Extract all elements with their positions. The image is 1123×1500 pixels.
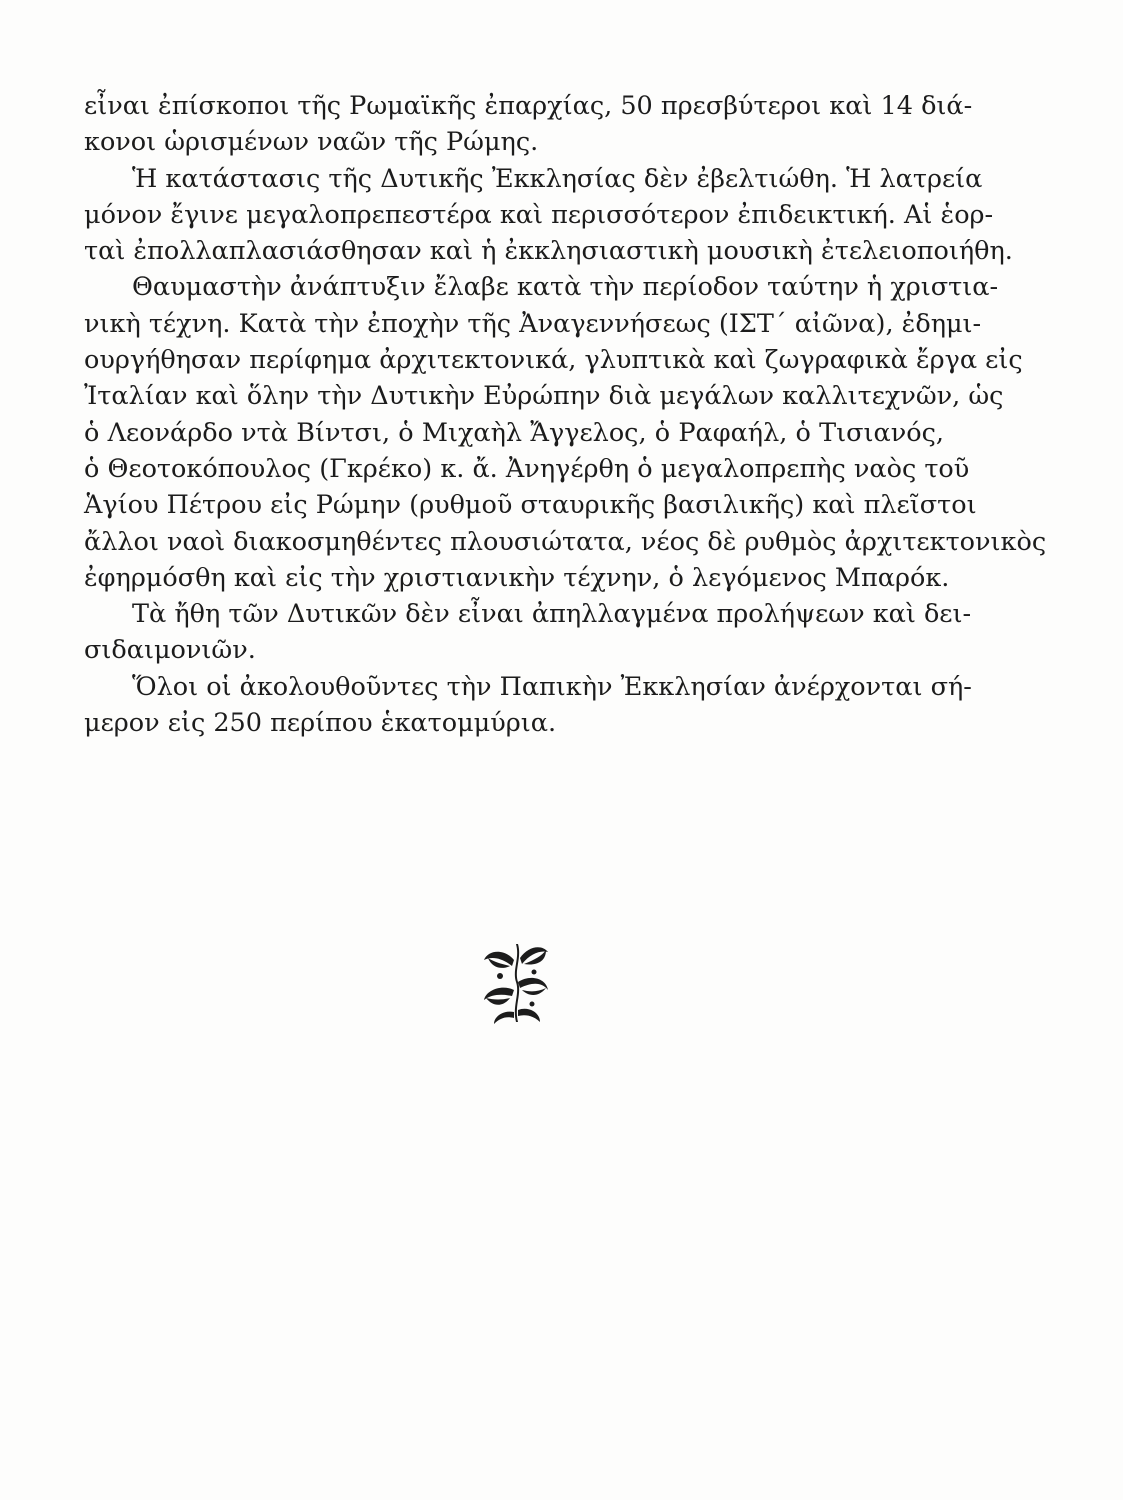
paragraph [84,669,972,742]
text-line: Ἡ κατάστασις τῆς Δυτικῆς Ἐκκλησίας δὲν ἐβελτιώθη. Ἡ λατρεία [132,163,983,194]
text-line: Ἁγίου Πέτρου εἰς Ρώμην (ρυθμοῦ σταυρικῆς βασιλικῆς) καὶ πλεῖστοι [84,490,977,521]
text-line: Ὅλοι οἱ ἀκολουθοῦντες τὴν Παπικὴν Ἐκκλησίαν ἀνέρχονται σή- [132,671,972,702]
text-line: κονοι ὡρισμένων ναῶν τῆς Ρώμης. [84,127,539,158]
text-line: ταὶ ἐπολλαπλασιάσθησαν καὶ ἡ ἐκκλησιαστικὴ μουσικὴ ἐτελειοποιήθη. [84,236,1013,267]
paragraph [84,596,972,669]
text-line: ὁ Θεοτοκόπουλος (Γκρέκο) κ. ἄ. Ἀνηγέρθη ὁ μεγαλοπρεπὴς ναὸς τοῦ [84,453,970,484]
paragraph [84,88,973,161]
text-line: νικὴ τέχνη. Κατὰ τὴν ἐποχὴν τῆς Ἀναγεννήσεως (ΙΣΤ΄ αἰῶνα), ἐδημι- [84,308,982,339]
text-line: εἶναι ἐπίσκοποι τῆς Ρωμαϊκῆς ἐπαρχίας, 50 πρεσβύτεροι καὶ 14 διά- [84,91,973,121]
text-line: ἄλλοι ναοὶ διακοσμηθέντες πλουσιώτατα, νέος δὲ ρυθμὸς ἀρχιτεκτονικὸς [84,526,1047,557]
text-line: Τὰ ἤθη τῶν Δυτικῶν δὲν εἶναι ἀπηλλαγμένα προλήψεων καὶ δει- [132,599,972,630]
text-line: ὁ Λεονάρδο ντὰ Βίντσι, ὁ Μιχαὴλ Ἄγγελος, ὁ Ραφαήλ, ὁ Τισιανός, [84,417,944,448]
body-text [84,88,1047,741]
text-line: μόνον ἔγινε μεγαλοπρεπεστέρα καὶ περισσότερον ἐπιδεικτική. Αἱ ἑορ- [84,199,994,230]
text-line: μερον εἰς 250 περίπου ἑκατομμύρια. [84,708,557,739]
text-line: σιδαιμονιῶν. [84,635,256,666]
paragraph [84,269,1047,596]
text-line: ἐφηρμόσθη καὶ εἰς τὴν χριστιανικὴν τέχνην, ὁ λεγόμενος Μπαρόκ. [84,562,950,593]
paragraph [84,161,1013,270]
text-line: Ἰταλίαν καὶ ὅλην τὴν Δυτικὴν Εὐρώπην διὰ μεγάλων καλλιτεχνῶν, ὡς [84,381,1004,412]
text-line: ουργήθησαν περίφημα ἀρχιτεκτονικά, γλυπτικὰ καὶ ζωγραφικὰ ἔργα εἰς [84,345,1023,376]
text-line: Θαυμαστὴν ἀνάπτυξιν ἔλαβε κατὰ τὴν περίοδον ταύτην ἡ χριστια- [132,272,999,303]
floral-ornament-icon [476,938,556,1028]
